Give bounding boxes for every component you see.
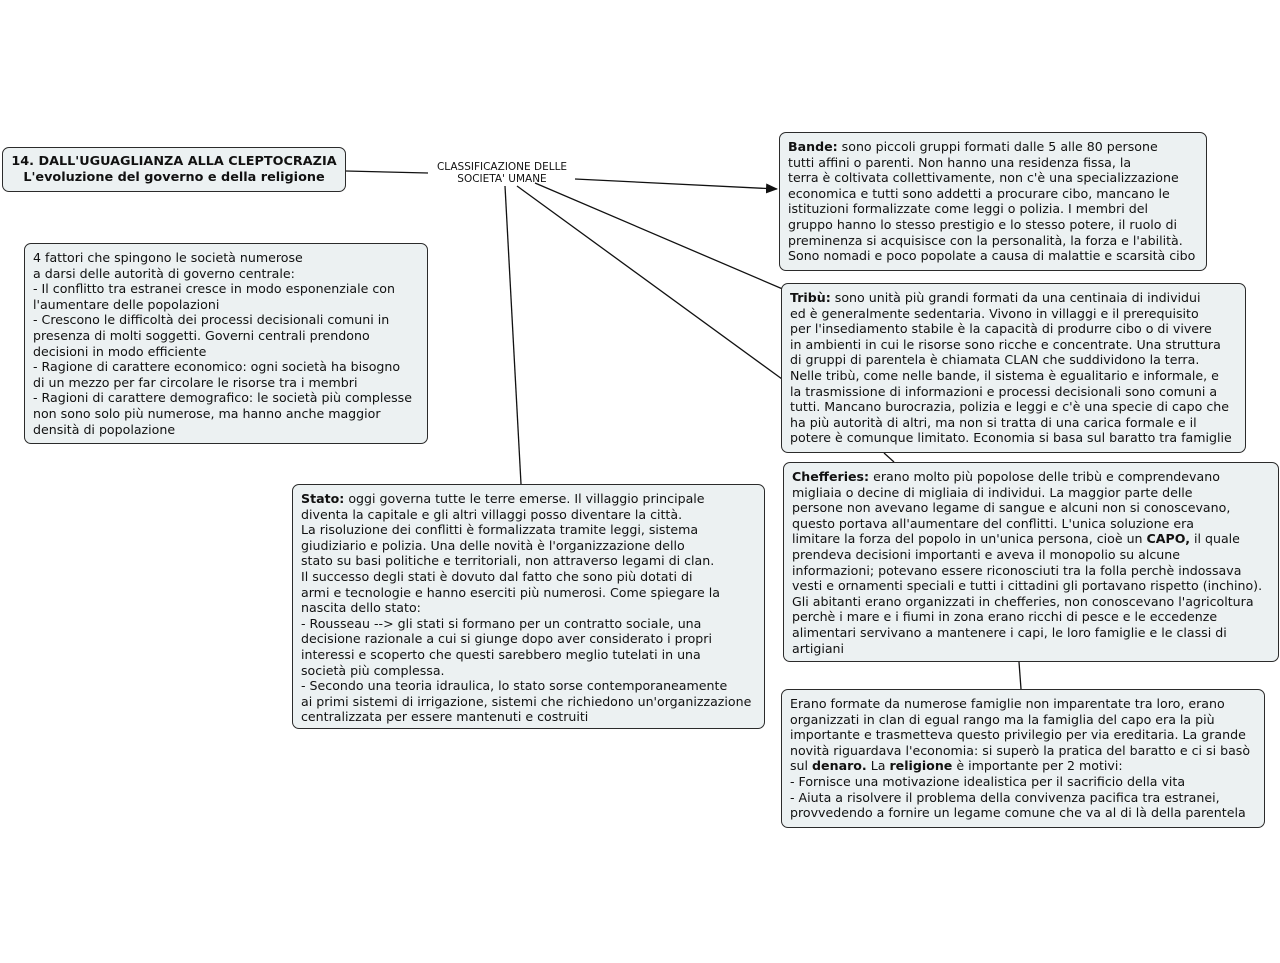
- stato-line: giudiziario e polizia. Una delle novità è l'organizzazione dello: [301, 537, 685, 553]
- tribu-line: tutti. Mancano burocrazia, polizia e leggi e c'è una specie di capo che: [790, 399, 1229, 415]
- fattori-line: - Ragione di carattere economico: ogni società ha bisogno: [33, 359, 401, 375]
- tribu-line: Nelle tribù, come nelle bande, il sistema è egualitario e informale, e: [790, 367, 1219, 383]
- fattori-line: - Il conflitto tra estranei cresce in modo esponenziale con: [33, 281, 395, 297]
- chefferies-line: alimentari servivano a mantenere i capi, le loro famiglie e le classi di: [792, 624, 1227, 640]
- successione-line: - Fornisce una motivazione idealistica per il sacrificio della vita: [790, 773, 1186, 789]
- link-tribu-chefferies: [884, 453, 894, 462]
- stato-line: società più complessa.: [301, 662, 445, 678]
- successione-text: è importante per 2 motivi:: [952, 758, 1123, 774]
- chefferies-line: questo portava all'aumentare del conflitti. L'unica soluzione era: [792, 515, 1195, 531]
- stato-line: - Rousseau --> gli stati si formano per un contratto sociale, una: [301, 615, 702, 631]
- fattori-line: - Crescono le difficoltà dei processi decisionali comuni in: [33, 312, 390, 328]
- tribu-line: la trasmissione di informazioni e processi decisionali sono comuni a: [790, 383, 1218, 399]
- fattori-line: l'aumentare delle popolazioni: [33, 296, 220, 312]
- denaro-keyword: denaro.: [812, 758, 867, 774]
- tribu-line: ha più autorità di altri, ma non si tratta di una carica formale e il: [790, 414, 1197, 430]
- stato-line: Il successo degli stati è dovuto dal fatto che sono più dotati di: [301, 568, 693, 584]
- fattori-line: 4 fattori che spingono le società numerose: [33, 250, 303, 265]
- chefferies-term: Chefferies:: [792, 469, 870, 484]
- stato-line: decisione razionale a cui si giunge dopo aver considerato i propri: [301, 631, 712, 647]
- successione-text: La: [866, 758, 890, 774]
- node-stato: [292, 484, 765, 729]
- chefferies-line: prendeva decisioni importanti e aveva il monopolio su alcune: [792, 546, 1180, 562]
- bande-term: Bande:: [788, 139, 838, 154]
- chefferies-line: informazioni; potevano essere riconosciuti tra la folla perchè indossava: [792, 562, 1242, 578]
- bande-line: istituzioni formalizzate come leggi o polizia. I membri del: [788, 201, 1148, 217]
- chefferies-line: erano molto più popolose delle tribù e comprendevano: [873, 469, 1220, 484]
- node-tribu: [781, 283, 1246, 453]
- stato-line: diventa la capitale e gli altri villaggi posso diventare la città.: [301, 506, 683, 522]
- tribu-line: potere è comunque limitato. Economia si basa sul baratto tra famiglie: [790, 430, 1232, 446]
- link-title-central: [346, 171, 428, 173]
- bande-line: economica e tutti sono addetti a procurare cibo, mancano le: [788, 185, 1170, 201]
- fattori-line: non sono solo più numerose, ma hanno anche maggior: [33, 405, 381, 421]
- central-line-1: CLASSIFICAZIONE DELLE: [436, 161, 568, 173]
- fattori-line: a darsi delle autorità di governo centrale:: [33, 265, 295, 281]
- stato-line: centralizzata per essere mantenuti e costruiti: [301, 709, 589, 725]
- religione-keyword: religione: [889, 758, 953, 774]
- fattori-line: densità di popolazione: [33, 421, 176, 437]
- stato-line: oggi governa tutte le terre emerse. Il villaggio principale: [348, 491, 705, 506]
- successione-line: Erano formate da numerose famiglie non imparentate tra loro, erano: [790, 696, 1225, 711]
- central-topic: [424, 161, 580, 185]
- tribu-line: sono unità più grandi formati da una centinaia di individui: [834, 290, 1201, 305]
- successione-text: sul: [790, 758, 813, 774]
- stato-line: armi e tecnologie e hanno eserciti più numerosi. Come spiegare la: [301, 584, 720, 600]
- successione-line: - Aiuta a risolvere il problema della convivenza pacifica tra estranei,: [790, 789, 1220, 805]
- chefferies-line: persone non avevano legame di sangue e alcuni non si conoscevano,: [792, 500, 1231, 516]
- stato-line: interessi e scoperto che questi sarebbero meglio tutelati in una: [301, 646, 701, 662]
- chefferies-line: il quale: [1189, 531, 1240, 547]
- successione-line: organizzati in clan di egual rango ma la famiglia del capo era la più: [790, 711, 1215, 727]
- successione-line: novità riguardava l'economia: si superò la pratica del baratto e ci si basò: [790, 742, 1251, 758]
- chefferies-line: Gli abitanti erano organizzati in chefferies, non conoscevano l'agricoltura: [792, 593, 1254, 609]
- stato-term: Stato:: [301, 491, 345, 506]
- link-central-stato: [505, 186, 521, 484]
- node-chefferies: [783, 462, 1279, 662]
- fattori-line: di un mezzo per far circolare le risorse tra i membri: [33, 374, 358, 390]
- stato-line: stato su basi politiche e territoriali, non attraverso legami di clan.: [301, 553, 715, 569]
- stato-line: La risoluzione dei conflitti è formalizzata tramite leggi, sistema: [301, 522, 699, 538]
- capo-keyword: CAPO,: [1146, 531, 1190, 547]
- chefferies-line: limitare la forza del popolo in un'unica persona, cioè un: [792, 531, 1147, 547]
- tribu-term: Tribù:: [790, 290, 831, 305]
- link-central-chefferies: [517, 186, 782, 379]
- stato-line: - Secondo una teoria idraulica, lo stato sorse contemporaneamente: [301, 678, 728, 694]
- title-line-2: L'evoluzione del governo e della religione: [23, 169, 325, 185]
- chefferies-line: artigiani: [792, 640, 845, 656]
- title-node: [2, 147, 346, 192]
- bande-line: Sono nomadi e poco popolate a causa di malattie e scarsità cibo: [788, 248, 1196, 264]
- title-line-1: 14. DALL'UGUAGLIANZA ALLA CLEPTOCRAZIA: [11, 154, 337, 169]
- successione-line: provvedendo a fornire un legame comune che va al di là della parentela: [790, 805, 1246, 821]
- bande-line: sono piccoli gruppi formati dalle 5 alle 80 persone: [841, 139, 1158, 154]
- node-successione: [781, 689, 1265, 828]
- stato-line: ai primi sistemi di irrigazione, sistemi che richiedono un'organizzazione: [301, 693, 752, 709]
- bande-line: gruppo hanno lo stesso prestigio e lo stesso potere, il ruolo di: [788, 216, 1177, 232]
- chefferies-line: perchè i mare e i fiumi in zona erano ricchi di pesce e le eccedenze: [792, 609, 1218, 625]
- bande-line: preminenza si acquisisce con la personalità, la forza e l'abilità.: [788, 232, 1183, 248]
- node-bande: [779, 132, 1207, 271]
- tribu-line: di gruppi di parentela è chiamata CLAN che suddividono la terra.: [790, 352, 1200, 368]
- link-chefferies-successione: [1019, 662, 1021, 689]
- fattori-line: decisioni in modo efficiente: [33, 343, 207, 359]
- chefferies-line: migliaia o decine di migliaia di individui. La maggior parte delle: [792, 484, 1193, 500]
- chefferies-line: vesti e ornamenti speciali e tutti i cittadini gli portavano rispetto (inchino).: [792, 578, 1263, 594]
- central-line-2: SOCIETA' UMANE: [457, 173, 547, 185]
- link-central-bande: [575, 179, 777, 189]
- fattori-line: - Ragioni di carattere demografico: le società più complesse: [33, 390, 412, 406]
- tribu-line: ed è generalmente sedentaria. Vivono in villaggi e il prerequisito: [790, 305, 1199, 321]
- node-fattori: [24, 243, 428, 444]
- tribu-line: per l'insediamento stabile è la capacità di produrre cibo o di vivere: [790, 321, 1212, 337]
- stato-line: nascita dello stato:: [301, 600, 421, 616]
- bande-line: terra è coltivata collettivamente, non c'è una specializzazione: [788, 170, 1179, 186]
- successione-line: importante e trasmetteva questo privilegio per via ereditaria. La grande: [790, 727, 1246, 743]
- link-central-tribu: [535, 183, 785, 290]
- tribu-line: in ambienti in cui le risorse sono ricche e concentrate. Una struttura: [790, 336, 1221, 352]
- fattori-line: presenza di molti soggetti. Governi centrali prendono: [33, 327, 370, 343]
- bande-line: tutti affini o parenti. Non hanno una residenza fissa, la: [788, 154, 1132, 170]
